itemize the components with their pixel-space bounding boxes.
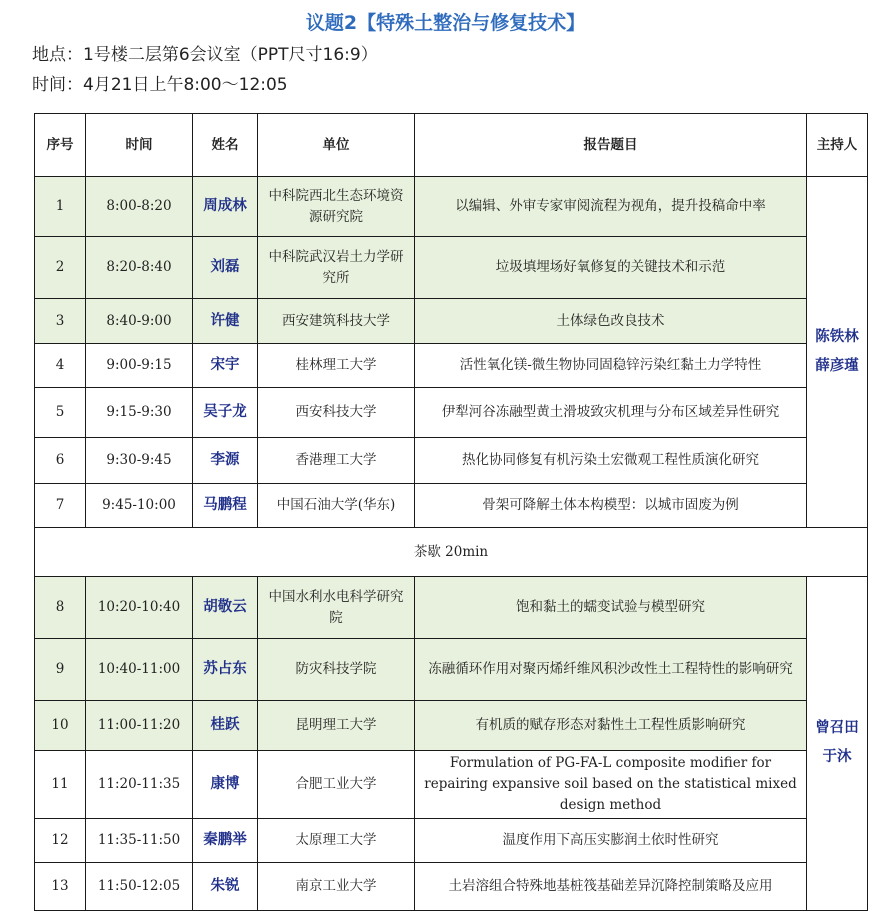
cell-name: 胡敬云: [193, 577, 258, 639]
table-row: [35, 344, 868, 388]
time-line: 时间：4月21日上午8:00～12:05: [32, 75, 288, 95]
cell-no: 13: [35, 862, 86, 910]
cell-unit: 合肥工业大学: [258, 751, 415, 819]
cell-no: 11: [35, 751, 86, 819]
cell-time: 8:20-8:40: [86, 237, 193, 299]
cell-topic: 活性氧化镁-微生物协同固稳锌污染红黏土力学特性: [415, 344, 807, 388]
cell-name: 马鹏程: [193, 484, 258, 528]
break-row: [35, 528, 868, 577]
cell-time: 11:00-11:20: [86, 701, 193, 751]
cell-unit: 昆明理工大学: [258, 701, 415, 751]
cell-no: 5: [35, 388, 86, 438]
host-name: 于沐: [822, 749, 852, 766]
table-row: [35, 299, 868, 344]
table-row: [35, 701, 868, 751]
cell-name: 吴子龙: [193, 388, 258, 438]
table-row: [35, 484, 868, 528]
cell-topic: 伊犁河谷冻融型黄土滑坡致灾机理与分布区域差异性研究: [415, 388, 807, 438]
cell-unit: 防灾科技学院: [258, 639, 415, 701]
table-row: [35, 577, 868, 639]
cell-topic: 骨架可降解土体本构模型：以城市固废为例: [415, 484, 807, 528]
cell-time: 9:45-10:00: [86, 484, 193, 528]
cell-name: 康博: [193, 751, 258, 819]
col-header-unit: 单位: [258, 114, 415, 177]
cell-name: 朱锐: [193, 862, 258, 910]
host-name: 陈铁林: [815, 329, 859, 345]
cell-topic: Formulation of PG-FA-L composite modifier for repairing expansive soil based on the statistical mixed design method: [415, 751, 807, 819]
table-row: [35, 818, 868, 862]
cell-topic: 有机质的赋存形态对黏性土工程性质影响研究: [415, 701, 807, 751]
cell-no: 6: [35, 438, 86, 484]
cell-unit: 中国水利水电科学研究院: [258, 577, 415, 639]
cell-topic: 热化协同修复有机污染土宏微观工程性质演化研究: [415, 438, 807, 484]
cell-name: 苏占东: [193, 639, 258, 701]
cell-topic: 垃圾填埋场好氧修复的关键技术和示范: [415, 237, 807, 299]
cell-topic: 饱和黏土的蠕变试验与模型研究: [415, 577, 807, 639]
cell-topic: 温度作用下高压实膨润土依时性研究: [415, 818, 807, 862]
host-name: 薛彦瑾: [815, 358, 859, 374]
cell-unit: 西安建筑科技大学: [258, 299, 415, 344]
table-row: [35, 639, 868, 701]
cell-time: 9:15-9:30: [86, 388, 193, 438]
col-header-name: 姓名: [193, 114, 258, 177]
cell-topic: 土体绿色改良技术: [415, 299, 807, 344]
location-line: 地点：1号楼二层第6会议室（PPT尺寸16:9）: [32, 45, 378, 65]
cell-unit: 太原理工大学: [258, 818, 415, 862]
cell-unit: 中国石油大学(华东): [258, 484, 415, 528]
cell-unit: 香港理工大学: [258, 438, 415, 484]
cell-no: 4: [35, 344, 86, 388]
cell-time: 8:40-9:00: [86, 299, 193, 344]
table-row: [35, 862, 868, 910]
col-header-time: 时间: [86, 114, 193, 177]
page-title: 议题2【特殊土整治与修复技术】: [305, 12, 586, 34]
table-row: [35, 237, 868, 299]
cell-no: 1: [35, 177, 86, 237]
cell-unit: 中科院西北生态环境资源研究院: [258, 177, 415, 237]
cell-time: 11:20-11:35: [86, 751, 193, 819]
cell-time: 10:40-11:00: [86, 639, 193, 701]
col-header-topic: 报告题目: [415, 114, 807, 177]
cell-topic: 土岩溶组合特殊地基桩筏基础差异沉降控制策略及应用: [415, 862, 807, 910]
cell-name: 刘磊: [193, 237, 258, 299]
cell-no: 3: [35, 299, 86, 344]
cell-time: 9:00-9:15: [86, 344, 193, 388]
host-cell-2: [807, 577, 868, 911]
cell-unit: 南京工业大学: [258, 862, 415, 910]
cell-name: 秦鹏举: [193, 818, 258, 862]
col-header-no: 序号: [35, 114, 86, 177]
schedule-table: [34, 113, 868, 911]
host-cell-1: [807, 177, 868, 528]
table-row: [35, 438, 868, 484]
cell-time: 8:00-8:20: [86, 177, 193, 237]
cell-name: 许健: [193, 299, 258, 344]
table-row: [35, 751, 868, 819]
cell-name: 李源: [193, 438, 258, 484]
cell-no: 8: [35, 577, 86, 639]
cell-unit: 桂林理工大学: [258, 344, 415, 388]
cell-no: 12: [35, 818, 86, 862]
table-row: [35, 177, 868, 237]
cell-name: 宋宇: [193, 344, 258, 388]
cell-no: 7: [35, 484, 86, 528]
col-header-host: 主持人: [807, 114, 868, 177]
cell-name: 周成林: [193, 177, 258, 237]
cell-time: 10:20-10:40: [86, 577, 193, 639]
cell-unit: 西安科技大学: [258, 388, 415, 438]
cell-topic: 冻融循环作用对聚丙烯纤维风积沙改性土工程特性的影响研究: [415, 639, 807, 701]
cell-time: 11:35-11:50: [86, 818, 193, 862]
host-name: 曾召田: [815, 720, 859, 737]
cell-no: 10: [35, 701, 86, 751]
break-cell: 茶歇 20min: [35, 528, 868, 577]
cell-no: 9: [35, 639, 86, 701]
table-header-row: [35, 114, 868, 177]
cell-time: 11:50-12:05: [86, 862, 193, 910]
table-row: [35, 388, 868, 438]
cell-name: 桂跃: [193, 701, 258, 751]
cell-time: 9:30-9:45: [86, 438, 193, 484]
cell-no: 2: [35, 237, 86, 299]
cell-topic: 以编辑、外审专家审阅流程为视角，提升投稿命中率: [415, 177, 807, 237]
cell-unit: 中科院武汉岩土力学研究所: [258, 237, 415, 299]
